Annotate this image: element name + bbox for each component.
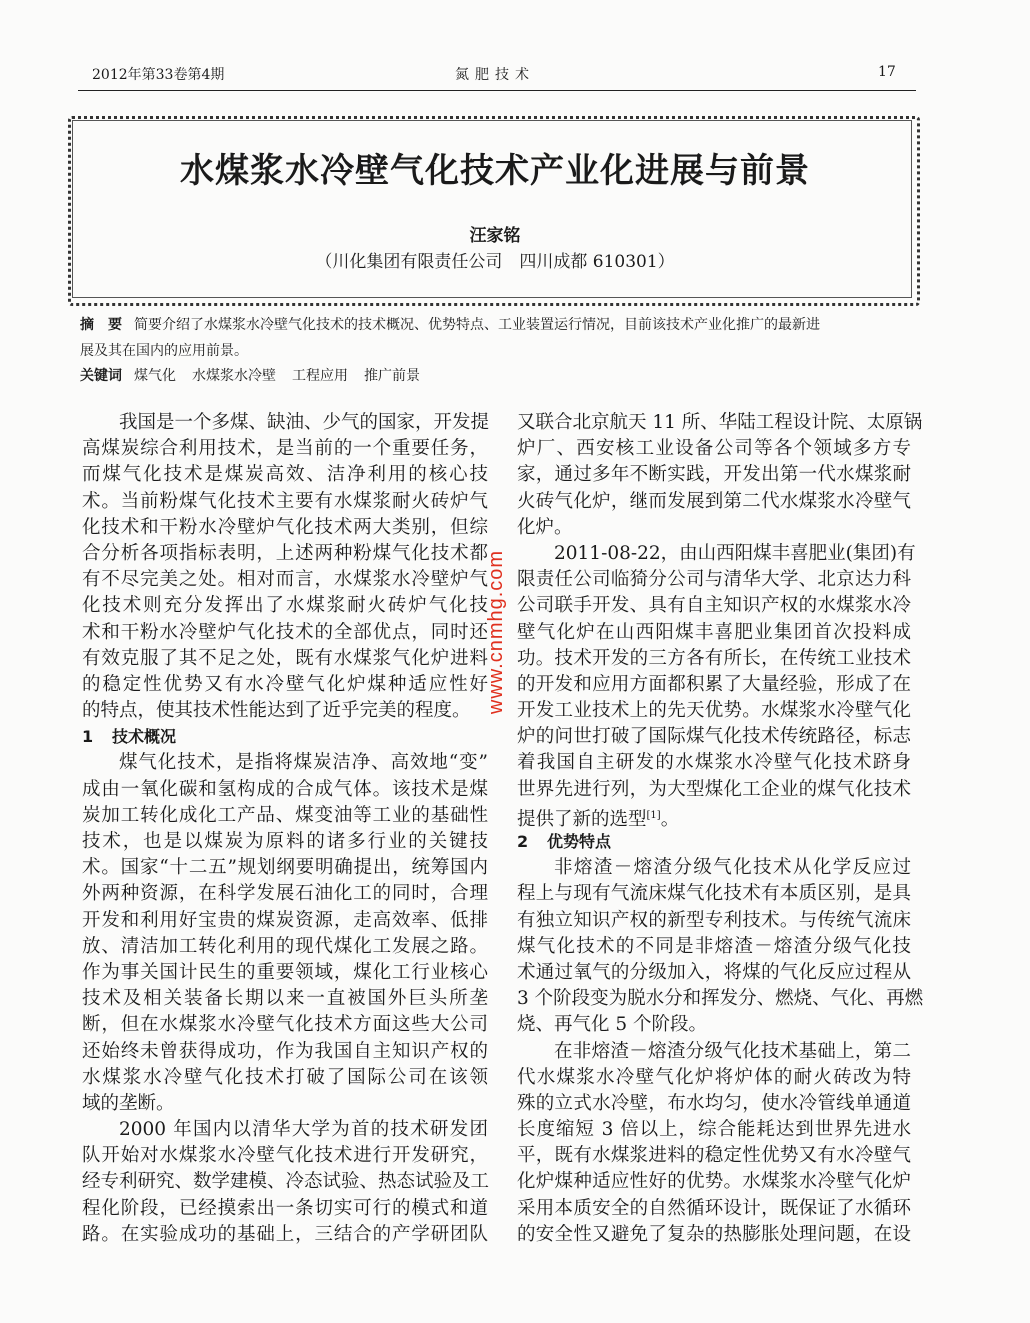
text-line <box>517 855 911 881</box>
text-line <box>82 855 488 881</box>
text-line <box>517 960 911 986</box>
text-line <box>82 1091 488 1117</box>
line-text: 开发和利用好宝贵的煤炭资源，走高效率、低排 <box>82 909 488 931</box>
paragraph <box>82 750 488 1117</box>
right-column <box>517 410 924 1248</box>
text-line <box>82 462 488 488</box>
text-line <box>82 436 488 462</box>
text-line <box>82 1196 488 1222</box>
line-text: 断，但在水煤浆水冷壁气化技术方面这些大公司 <box>82 1014 488 1036</box>
text-line <box>517 724 911 750</box>
text-line <box>82 934 488 960</box>
citation-ref[interactable]: [1] <box>646 809 661 821</box>
text-line <box>82 593 488 619</box>
line-text: 炉厂、西安核工业设备公司等各个领域多方专 <box>517 438 911 460</box>
line-text: 还始终未曾获得成功，作为我国自主知识产权的 <box>82 1040 488 1062</box>
line-text: 作为事关国计民生的重要领域，煤化工行业核心 <box>82 961 488 983</box>
text-line <box>517 646 911 672</box>
page-number: 17 <box>878 64 896 80</box>
line-text: 化炉煤种适应性好的优势。水煤浆水冷壁气化炉 <box>517 1171 911 1193</box>
text-line <box>82 1117 488 1143</box>
text-line <box>517 672 911 698</box>
section-title: 优势特点 <box>547 832 612 851</box>
line-text: 的稳定性优势又有水冷壁气化炉煤种适应性好 <box>82 673 488 695</box>
text-line <box>82 803 488 829</box>
line-text: 化技术则充分发挥出了水煤浆耐火砖炉气化技 <box>82 595 488 617</box>
text-line <box>82 829 488 855</box>
line-text: 化技术和干粉水冷壁炉气化技术两大类别，但综 <box>82 516 488 538</box>
text-line <box>82 881 488 907</box>
line-text: 术和干粉水冷壁炉气化技术的全部优点，同时还 <box>82 621 488 643</box>
keyword: 煤气化 <box>134 368 176 384</box>
text-line <box>82 1039 488 1065</box>
text-line <box>517 489 911 515</box>
text-line <box>517 1117 911 1143</box>
line-text: 而煤气化技术是煤炭高效、洁净利用的核心技 <box>82 464 488 486</box>
line-text: 炭加工转化成化工产品、煤变油等工业的基础性 <box>82 804 488 826</box>
line-text: 限责任公司临猗分公司与清华大学、北京达力科 <box>517 569 911 591</box>
paragraph <box>517 855 924 1038</box>
abstract-text: 简要介绍了水煤浆水冷壁气化技术的技术概况、优势特点、工业装置运行情况，目前该技术产业化推广的最新进 <box>134 317 820 333</box>
line-text: 又联合北京航天 11 所、华陆工程设计院、太原锅 <box>517 412 923 433</box>
text-line <box>82 750 488 776</box>
text-line <box>82 986 488 1012</box>
line-text: 术。当前粉煤气化技术主要有水煤浆耐火砖炉气 <box>82 490 488 512</box>
line-text: 程上与现有气流床煤气化技术有本质区别，是具 <box>517 883 911 905</box>
line-text: 煤气化技术，是指将煤炭洁净、高效地“变” <box>119 752 488 774</box>
line-text: 烧、再气化 5 个阶段。 <box>517 1014 708 1036</box>
text-line <box>82 672 488 698</box>
line-text: 有独立知识产权的新型专利技术。与传统气流床 <box>517 909 911 931</box>
text-line <box>82 410 488 436</box>
issue-info: 2012年第33卷第4期 <box>92 67 225 83</box>
line-text: 术。国家“十二五”规划纲要明确提出，统筹国内 <box>82 857 488 879</box>
line-text: 程化阶段，已经摸索出一条切实可行的模式和道 <box>82 1197 488 1219</box>
watermark: www.cnmhg.com <box>485 549 507 715</box>
text-line <box>517 908 911 934</box>
section-heading-2 <box>517 829 911 855</box>
line-text: 经专利研究、数学建模、冷态试验、热态试验及工 <box>82 1171 490 1193</box>
line-text: 开发工业技术上的先天优势。水煤浆水冷壁气化 <box>517 700 911 722</box>
line-text: 有不尽完美之处。相对而言，水煤浆水冷壁炉气 <box>82 569 488 591</box>
line-text: 高煤炭综合利用技术，是当前的一个重要任务， <box>82 438 488 460</box>
text-line <box>82 1143 488 1169</box>
line-text: 功。技术开发的三方各有所长，在传统工业技术 <box>517 647 911 669</box>
paragraph <box>517 541 916 830</box>
line-text: 术通过氧气的分级加入，将煤的气化反应过程从 <box>517 961 911 983</box>
text-line <box>517 541 916 567</box>
line-text: 的开发和应用方面都积累了大量经验，形成了在 <box>517 673 911 695</box>
line-text: 在非熔渣－熔渣分级气化技术基础上，第二 <box>554 1040 911 1062</box>
text-line <box>517 1169 911 1195</box>
line-text: 炉的问世打破了国际煤气化技术传统路径，标志 <box>517 726 911 748</box>
text-line <box>517 1012 911 1038</box>
section-number: 1 <box>82 727 94 747</box>
text-line <box>517 1143 911 1169</box>
text-line <box>517 986 924 1012</box>
line-text: 世界先进行列，为大型煤化工企业的煤气化技术 <box>517 778 911 800</box>
text-line <box>517 462 911 488</box>
text-line <box>517 1065 911 1091</box>
line-text: 2000 年国内以清华大学为首的技术研发团 <box>119 1119 488 1141</box>
line-text: 我国是一个多煤、缺油、少气的国家，开发提 <box>119 412 490 433</box>
keyword: 工程应用 <box>292 368 348 384</box>
text-line <box>82 515 488 541</box>
text-line <box>82 489 488 515</box>
line-text: 技术及相关装备长期以来一直被国外巨头所垄 <box>82 988 488 1010</box>
abstract-label: 摘 要 <box>80 317 122 333</box>
text-line <box>82 1065 488 1091</box>
text-line <box>517 620 911 646</box>
text-line <box>517 436 911 462</box>
section-number: 2 <box>517 832 529 851</box>
paragraph <box>517 410 923 541</box>
text-line <box>82 646 488 672</box>
abstract-line-2: 展及其在国内的应用前景。 <box>80 343 248 359</box>
line-text: 的特点，使其技术性能达到了近乎完美的程度。 <box>82 700 471 722</box>
paragraph <box>82 410 488 724</box>
text-line <box>82 567 488 593</box>
text-line <box>82 1169 488 1195</box>
line-text: 成由一氧化碳和氢构成的合成气体。该技术是煤 <box>82 778 488 800</box>
text-line <box>82 1012 488 1038</box>
abstract-line-1 <box>80 313 915 338</box>
line-text: 壁气化炉在山西阳煤丰喜肥业集团首次投料成 <box>517 621 911 643</box>
text-line <box>517 1222 911 1248</box>
line-text: 着我国自主研发的水煤浆水冷壁气化技术跻身 <box>517 752 911 774</box>
text-line <box>517 881 911 907</box>
keywords-label: 关键词 <box>80 368 122 384</box>
text-line <box>82 960 488 986</box>
text-line <box>517 750 911 776</box>
keywords <box>80 364 915 389</box>
article-title: 水煤浆水冷壁气化技术产业化进展与前景 <box>180 151 810 191</box>
section-heading-1 <box>82 724 488 750</box>
line-text: 提供了新的选型 <box>517 808 647 830</box>
journal-name: 氮肥技术 <box>455 67 535 83</box>
line-text: 域的垄断。 <box>82 1092 175 1114</box>
author: 汪家铭 <box>469 226 521 246</box>
line-text: 平，既有水煤浆进料的稳定性优势又有水冷壁气 <box>517 1145 911 1167</box>
text-line <box>517 567 911 593</box>
line-text: 采用本质安全的自然循环设计，既保证了水循环 <box>517 1197 911 1219</box>
text-line <box>517 934 911 960</box>
line-text: 火砖气化炉，继而发展到第二代水煤浆水冷壁气 <box>517 490 911 512</box>
line-text: 的安全性又避免了复杂的热膨胀处理问题，在设 <box>517 1223 911 1245</box>
text-line <box>517 803 911 829</box>
text-line <box>82 620 488 646</box>
line-text: 外两种资源，在科学发展石油化工的同时，合理 <box>82 883 488 905</box>
text-line <box>82 1222 488 1248</box>
line-text: 水煤浆水冷壁气化技术打破了国际公司在该领 <box>82 1066 488 1088</box>
line-text: 放、清洁加工转化利用的现代煤化工发展之路。 <box>82 935 488 957</box>
line-text: 公司联手开发、具有自主知识产权的水煤浆水冷 <box>517 595 911 617</box>
text-line <box>82 698 488 724</box>
line-text: 3 个阶段变为脱水分和挥发分、燃烧、气化、再燃 <box>517 988 924 1010</box>
line-text: 代水煤浆水冷壁气化炉将炉体的耐火砖改为特 <box>517 1066 911 1088</box>
paragraph <box>517 1039 911 1249</box>
section-title: 技术概况 <box>112 727 177 747</box>
left-column <box>82 410 488 1248</box>
header-rule <box>78 90 916 91</box>
text-line <box>82 908 488 934</box>
line-text: 家，通过多年不断实践，开发出第一代水煤浆耐 <box>517 464 911 486</box>
text-line <box>517 777 911 803</box>
affiliation: （川化集团有限责任公司 四川成都 610301） <box>315 252 675 272</box>
line-text: 队开始对水煤浆水冷壁气化技术进行开发研究， <box>82 1145 488 1167</box>
keyword: 推广前景 <box>364 368 420 384</box>
text-line <box>517 1196 911 1222</box>
line-text: 化炉。 <box>517 516 573 538</box>
line-text: 2011-08-22，由山西阳煤丰喜肥业(集团)有 <box>554 542 916 564</box>
text-line <box>517 410 923 436</box>
line-text: 。 <box>660 808 680 830</box>
text-line <box>82 777 488 803</box>
line-text: 技术，也是以煤炭为原料的诸多行业的关键技 <box>82 831 488 852</box>
line-text: 殊的立式水冷壁，布水均匀，使水冷管线单通道 <box>517 1092 911 1114</box>
line-text: 长度缩短 3 倍以上，综合能耗达到世界先进水 <box>517 1119 911 1141</box>
text-line <box>82 541 488 567</box>
text-line <box>517 515 911 541</box>
text-line <box>517 1039 911 1065</box>
keyword: 水煤浆水冷壁 <box>192 368 276 384</box>
text-line <box>517 1091 911 1117</box>
line-text: 路。在实验成功的基础上，三结合的产学研团队 <box>82 1223 488 1245</box>
text-line <box>517 698 911 724</box>
text-line <box>517 593 911 619</box>
line-text: 合分析各项指标表明，上述两种粉煤气化技术都 <box>82 542 488 564</box>
line-text: 非熔渣－熔渣分级气化技术从化学反应过 <box>554 857 911 879</box>
paragraph <box>82 1117 488 1248</box>
line-text: 有效克服了其不足之处，既有水煤浆气化炉进料 <box>82 647 488 669</box>
line-text: 煤气化技术的不同是非熔渣－熔渣分级气化技 <box>517 935 911 957</box>
